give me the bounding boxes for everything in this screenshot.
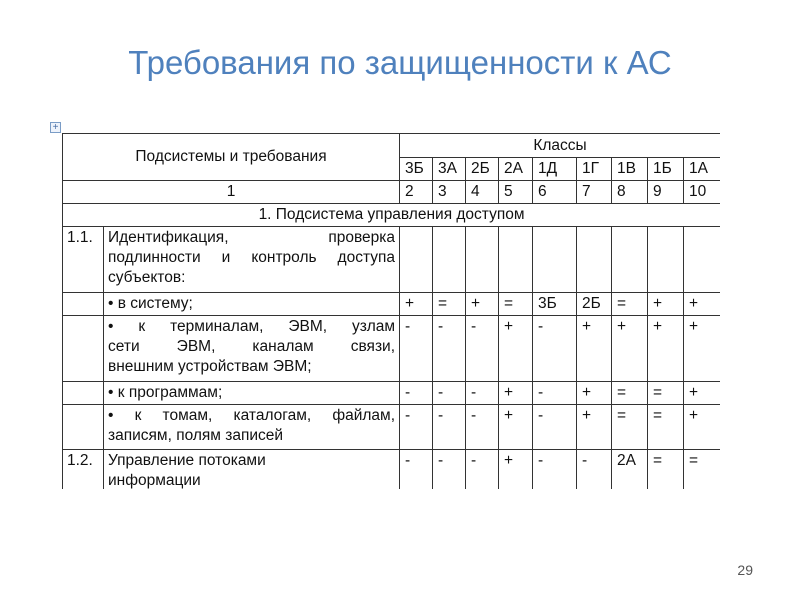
- class-mark-cell: +: [648, 316, 684, 382]
- class-mark-cell: +: [499, 316, 533, 382]
- class-number-cell: 6: [533, 181, 577, 204]
- class-mark-cell: [684, 227, 720, 293]
- class-mark-cell: -: [533, 316, 577, 382]
- table-row: [63, 293, 721, 316]
- class-number-cell: 2: [400, 181, 433, 204]
- class-mark-cell: =: [433, 293, 466, 316]
- requirement-text: [104, 316, 400, 382]
- class-number-cell: 5: [499, 181, 533, 204]
- class-mark-cell: =: [612, 293, 648, 316]
- class-mark-cell: 2А: [612, 450, 648, 490]
- table-row: [63, 450, 721, 490]
- requirement-text: [104, 450, 400, 490]
- class-mark-cell: +: [684, 405, 720, 450]
- class-mark-cell: -: [433, 450, 466, 490]
- table-move-handle-icon[interactable]: +: [50, 122, 61, 133]
- requirement-text-line: внешним устройствам ЭВМ;: [108, 358, 312, 375]
- requirement-text-line: Идентификация, проверка: [108, 229, 396, 246]
- page-number: 29: [737, 562, 753, 578]
- class-mark-cell: [466, 227, 499, 293]
- class-mark-cell: [433, 227, 466, 293]
- class-name-cell: 1Г: [577, 158, 612, 181]
- class-mark-cell: +: [499, 382, 533, 405]
- class-mark-cell: +: [466, 293, 499, 316]
- class-mark-cell: =: [684, 450, 720, 490]
- requirement-text-line: сети ЭВМ, каналам связи,: [108, 338, 396, 355]
- requirement-text-line: • к терминалам, ЭВМ, узлам: [108, 318, 396, 335]
- requirement-text-line: • к программам;: [108, 384, 223, 401]
- class-mark-cell: [577, 227, 612, 293]
- class-mark-cell: 3Б: [533, 293, 577, 316]
- class-mark-cell: +: [684, 293, 720, 316]
- table-row: [63, 316, 721, 382]
- requirements-table-container: [62, 133, 720, 489]
- class-mark-cell: =: [499, 293, 533, 316]
- class-mark-cell: +: [612, 316, 648, 382]
- class-mark-cell: -: [533, 450, 577, 490]
- class-mark-cell: -: [533, 382, 577, 405]
- table-body: [63, 227, 721, 490]
- table-row: [63, 382, 721, 405]
- class-mark-cell: [533, 227, 577, 293]
- class-number-cell: 3: [433, 181, 466, 204]
- class-name-cell: 1А: [684, 158, 720, 181]
- class-mark-cell: +: [400, 293, 433, 316]
- class-mark-cell: -: [433, 382, 466, 405]
- row-number: [63, 316, 104, 382]
- class-name-cell: 2А: [499, 158, 533, 181]
- requirement-text: [104, 405, 400, 450]
- class-name-cell: 1Б: [648, 158, 684, 181]
- class-mark-cell: -: [466, 405, 499, 450]
- class-mark-cell: -: [400, 316, 433, 382]
- class-mark-cell: -: [466, 382, 499, 405]
- class-mark-cell: +: [684, 382, 720, 405]
- class-name-cell: 3А: [433, 158, 466, 181]
- requirement-text-line: информации: [108, 472, 201, 489]
- class-mark-cell: =: [612, 405, 648, 450]
- class-mark-cell: -: [577, 450, 612, 490]
- requirements-table: [62, 133, 720, 489]
- class-mark-cell: +: [577, 382, 612, 405]
- row-number: [63, 293, 104, 316]
- class-number-cell: 8: [612, 181, 648, 204]
- class-mark-cell: =: [648, 450, 684, 490]
- requirement-text: [104, 382, 400, 405]
- class-mark-cell: +: [499, 450, 533, 490]
- class-mark-cell: =: [648, 382, 684, 405]
- class-mark-cell: -: [433, 316, 466, 382]
- table-row: [63, 405, 721, 450]
- class-mark-cell: =: [648, 405, 684, 450]
- slide-title: Требования по защищенности к АС: [128, 44, 672, 81]
- class-number-cell: 9: [648, 181, 684, 204]
- row-number: [63, 382, 104, 405]
- class-number-cell: 4: [466, 181, 499, 204]
- requirement-text-line: • к томам, каталогам, файлам,: [108, 407, 396, 424]
- requirement-text-line: записям, полям записей: [108, 427, 284, 444]
- section-title: 1. Подсистема управления доступом: [63, 204, 721, 227]
- class-number-cell: 7: [577, 181, 612, 204]
- class-mark-cell: -: [466, 450, 499, 490]
- class-mark-cell: -: [400, 382, 433, 405]
- class-name-cell: 1В: [612, 158, 648, 181]
- class-number-cell: 10: [684, 181, 720, 204]
- class-mark-cell: +: [577, 316, 612, 382]
- class-mark-cell: -: [466, 316, 499, 382]
- class-mark-cell: -: [400, 450, 433, 490]
- class-mark-cell: +: [577, 405, 612, 450]
- class-mark-cell: 2Б: [577, 293, 612, 316]
- class-mark-cell: -: [400, 405, 433, 450]
- class-mark-cell: =: [612, 382, 648, 405]
- requirement-text-line: Управление потоками: [108, 452, 266, 469]
- header-subsystems: Подсистемы и требования: [63, 134, 400, 181]
- header-classes: Классы: [400, 134, 720, 158]
- header-column-number: 1: [63, 181, 400, 204]
- row-number: 1.2.: [63, 450, 104, 490]
- class-mark-cell: -: [433, 405, 466, 450]
- row-number: 1.1.: [63, 227, 104, 293]
- class-mark-cell: [648, 227, 684, 293]
- requirement-text-line: • в систему;: [108, 295, 193, 312]
- class-mark-cell: [499, 227, 533, 293]
- table-row: [63, 227, 721, 293]
- class-mark-cell: +: [684, 316, 720, 382]
- row-number: [63, 405, 104, 450]
- requirement-text-line: подлинности и контроль доступа: [108, 249, 396, 266]
- class-name-cell: 3Б: [400, 158, 433, 181]
- class-mark-cell: [612, 227, 648, 293]
- class-mark-cell: +: [499, 405, 533, 450]
- class-mark-cell: -: [533, 405, 577, 450]
- requirement-text-line: субъектов:: [108, 269, 186, 286]
- requirement-text: [104, 293, 400, 316]
- class-name-cell: 1Д: [533, 158, 577, 181]
- class-mark-cell: +: [648, 293, 684, 316]
- class-name-cell: 2Б: [466, 158, 499, 181]
- class-mark-cell: [400, 227, 433, 293]
- requirement-text: [104, 227, 400, 293]
